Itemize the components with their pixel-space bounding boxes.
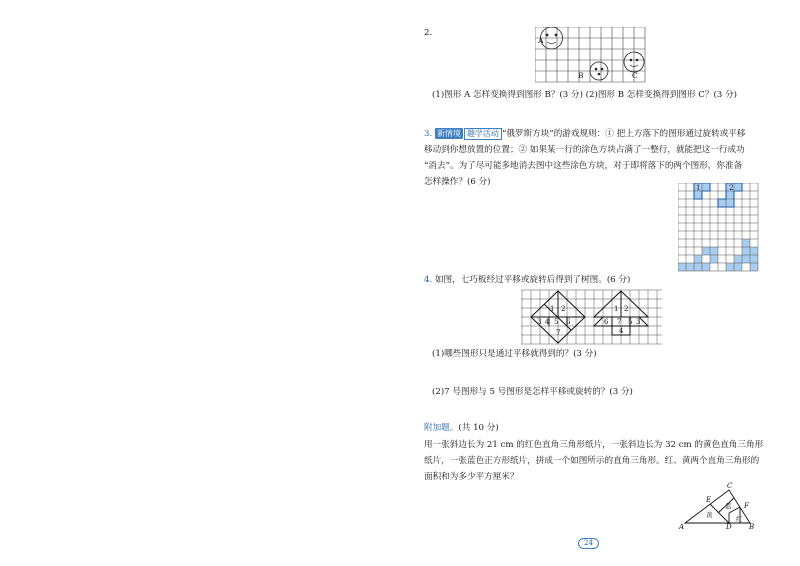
- tangram-right-6: 6: [604, 318, 609, 326]
- tangram-right-1: 1: [614, 305, 619, 313]
- fig-label-blue: 蓝: [725, 502, 732, 510]
- fig-label-f: F: [744, 502, 749, 510]
- bonus-title: 附加题。: [424, 423, 459, 433]
- bonus-line2: 纸片，一张蓝色正方形纸片，拼成一个如图所示的直角三角形。红、黄两个直角三角形的: [424, 456, 760, 466]
- bonus-line1: 用一张斜边长为 21 cm 的红色直角三角形纸片，一张斜边长为 32 cm 的黄色直角三角形: [424, 440, 764, 450]
- q4-sub2: (2)7 号图形与 5 号图形是怎样平移或旋转的？(3 分): [432, 387, 633, 397]
- fig-label-red: 红: [736, 515, 743, 523]
- bonus-line3: 面积和为多少平方厘米？: [424, 472, 519, 482]
- tangram-left-6: 6: [566, 318, 571, 326]
- tangram-left-3: 3: [537, 318, 542, 326]
- fig-label-yellow: 黄: [706, 511, 713, 519]
- q3-number: 3.: [424, 129, 433, 139]
- q4-stem: 如图，七巧板经过平移或旋转后得到了树图。(6 分): [434, 275, 631, 285]
- tetris-label-1: 1: [696, 184, 701, 192]
- tangram-left-1: 1: [550, 305, 555, 313]
- fig-label-d: D: [726, 523, 732, 530]
- tangram-left-7: 7: [556, 329, 561, 337]
- tetris-label-2: 2: [729, 184, 734, 192]
- tangram-right-5: 5: [628, 318, 633, 326]
- page-number: 24: [578, 538, 599, 549]
- tangram-right-2: 2: [624, 305, 629, 313]
- q3-line3: “消去”。为了尽可能多地消去图中这些涂色方块，对于即将落下的两个图形，你准备: [424, 161, 743, 171]
- q4-sub1: (1)哪些图形只是通过平移就得到的？(3 分): [432, 349, 597, 359]
- label-a: A: [538, 36, 544, 45]
- tangram-left-4: 4: [545, 318, 550, 326]
- q4-number: 4.: [424, 275, 433, 285]
- tangram-figure: [521, 289, 664, 345]
- fig-label-c: C: [727, 482, 733, 490]
- label-c: C: [632, 71, 638, 80]
- label-b: B: [578, 71, 584, 80]
- bonus-triangle-figure: [676, 480, 768, 530]
- tangram-right-7: 7: [617, 318, 622, 326]
- tetris-grid: [678, 183, 760, 273]
- q2-number: 2.: [424, 28, 433, 38]
- fig-label-b: B: [749, 523, 755, 530]
- q3-line1: “俄罗斯方块”的游戏规则：① 把上方落下的图形通过旋转或平移: [501, 129, 746, 139]
- q3-line4: 怎样操作？(6 分): [424, 177, 491, 187]
- tangram-left-5: 5: [554, 318, 559, 326]
- tag-fun-activity: 趣学活动: [464, 128, 502, 140]
- q2-sub-questions: (1)图形 A 怎样变换得到图形 B？(3 分) (2)图形 B 怎样变换得到图形 C？(3 分): [432, 90, 737, 100]
- q2-grid-figure: [535, 27, 647, 83]
- fig-label-e: E: [706, 496, 712, 504]
- bonus-points: (共 10 分): [458, 423, 499, 433]
- fig-label-a: A: [679, 523, 685, 530]
- tangram-left-2: 2: [561, 305, 566, 313]
- q3-line2: 移动到你想放置的位置；② 如果某一行的涂色方块占满了一整行，就能把这一行成功: [424, 145, 745, 155]
- tangram-right-3: 3: [636, 318, 641, 326]
- tangram-right-4: 4: [619, 327, 624, 335]
- tag-new-context: 新情境: [436, 129, 461, 138]
